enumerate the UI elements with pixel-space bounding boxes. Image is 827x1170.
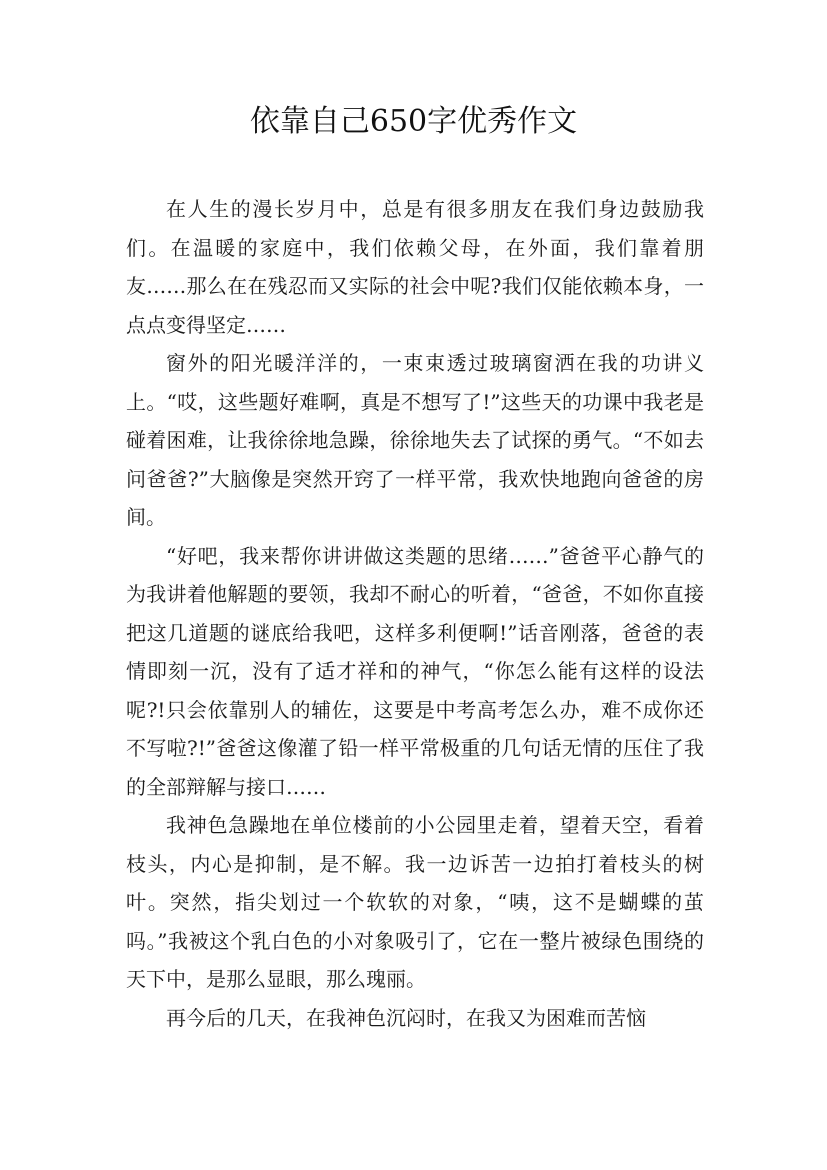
document-title: 依靠自己650字优秀作文 — [249, 104, 578, 139]
document-body — [126, 190, 704, 1037]
paragraph: 窗外的阳光暖洋洋的，一束束透过玻璃窗洒在我的功讲义上。“哎，这些题好难啊，真是不想写了!”这些天的功课中我老是碰着困难，让我徐徐地急躁，徐徐地失去了试探的勇气。“不如去问爸爸?”大脑像是突然开窍了一样平常，我欢快地跑向爸爸的房间。 — [126, 351, 704, 529]
paragraph: 我神色急躁地在单位楼前的小公园里走着，望着天空，看着枝头，内心是抑制，是不解。我一边诉苦一边拍打着枝头的树叶。突然，指尖划过一个软软的对象，“咦，这不是蝴蝶的茧吗。”我被这个乳白色的小对象吸引了，它在一整片被绿色围绕的天下中，是那么显眼，那么瑰丽。 — [126, 813, 704, 991]
paragraph: 在人生的漫长岁月中，总是有很多朋友在我们身边鼓励我们。在温暖的家庭中，我们依赖父母，在外面，我们靠着朋友……那么在在残忍而又实际的社会中呢?我们仅能依赖本身，一点点变得坚定…… — [126, 197, 704, 337]
paragraph: “好吧，我来帮你讲讲做这类题的思绪……”爸爸平心静气的为我讲着他解题的要领，我却不耐心的听着，“爸爸，不如你直接把这几道题的谜底给我吧，这样多利便啊!”话音刚落，爸爸的表情即刻一沉，没有了适才祥和的神气，“你怎么能有这样的设法呢?!只会依靠别人的辅佐，这要是中考高考怎么办，难不成你还不写啦?!”爸爸这像灌了铅一样平常极重的几句话无情的压住了我的全部辩解与接口…… — [126, 543, 704, 799]
paragraph: 再今后的几天，在我神色沉闷时，在我又为困难而苦恼 — [166, 1005, 646, 1030]
